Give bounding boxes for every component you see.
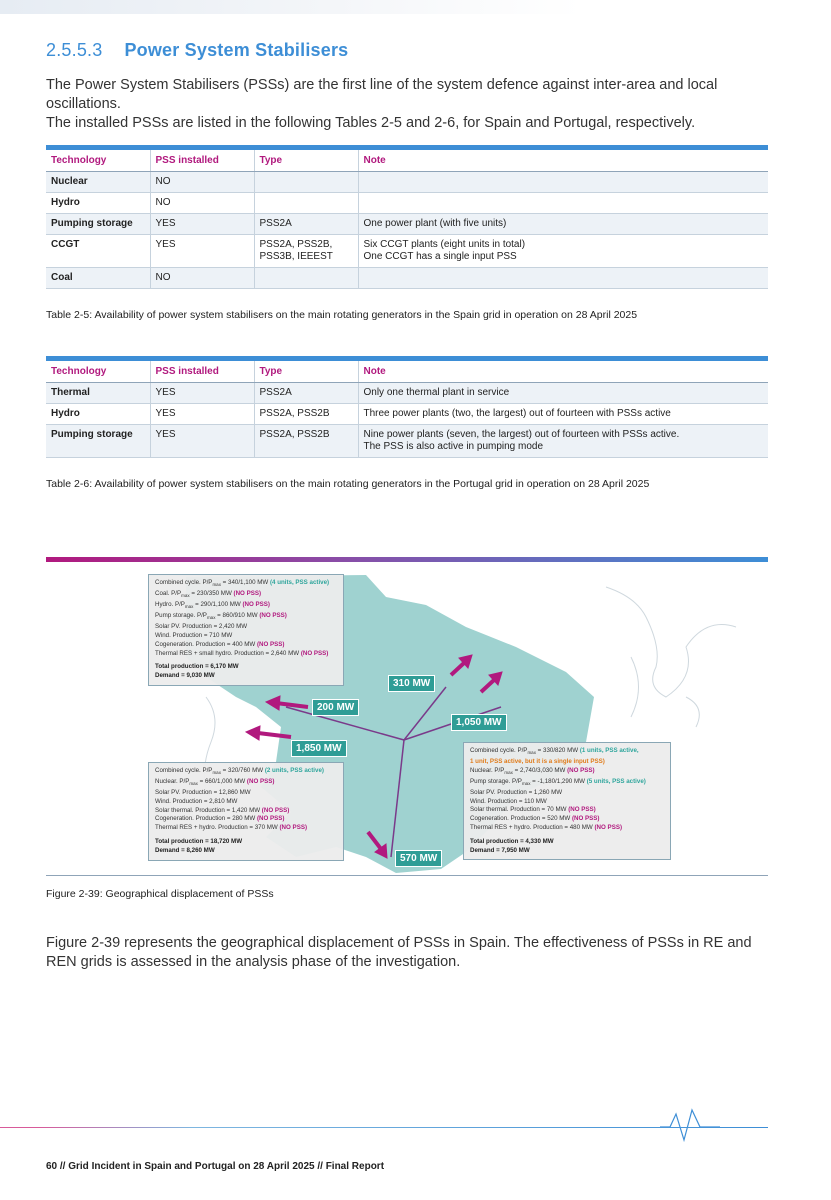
table-header-row bbox=[46, 361, 768, 383]
pss-status-tag: (NO PSS) bbox=[571, 815, 600, 823]
footer-rule bbox=[0, 1127, 768, 1128]
pss-status-tag: (NO PSS) bbox=[567, 766, 595, 774]
pss-status-tag: (2 units, PSS active) bbox=[264, 767, 324, 774]
line-label: Cogeneration. Production = 400 MW bbox=[155, 640, 257, 648]
cell-installed: YES bbox=[150, 404, 254, 425]
line-label: Solar PV. Production = 12,860 MW bbox=[155, 789, 251, 797]
cell-note: Six CCGT plants (eight units in total) One CCGT has a single input PSS bbox=[358, 235, 768, 268]
figure-caption: Figure 2-39: Geographical displacement of PSSs bbox=[46, 888, 274, 900]
pss-status-tag: 1 unit, PSS active, but it is a single input PSS) bbox=[470, 758, 605, 766]
pss-status-tag: (NO PSS) bbox=[256, 815, 285, 823]
line-label: Wind. Production = 110 MW bbox=[470, 797, 547, 805]
total-production: Total production = 18,720 MW bbox=[155, 838, 243, 846]
infobox-line bbox=[155, 601, 337, 612]
line-subscript: max bbox=[212, 770, 221, 776]
line-value: = 660/1,000 MW bbox=[197, 778, 247, 786]
cell-type: PSS2A, PSS2B bbox=[254, 404, 358, 425]
line-label: Hydro. P/P bbox=[155, 601, 185, 609]
line-value: = 290/1,100 MW bbox=[193, 601, 243, 609]
table-row bbox=[46, 268, 768, 289]
pss-table-portugal bbox=[46, 361, 768, 458]
flow-label-200mw: 200 MW bbox=[312, 699, 359, 716]
pss-status-tag: (NO PSS) bbox=[594, 824, 623, 832]
pss-status-tag: (NO PSS) bbox=[246, 778, 275, 786]
header-note: Note bbox=[358, 150, 768, 172]
infobox-line bbox=[470, 747, 664, 758]
infobox-line bbox=[155, 824, 337, 833]
infobox-line bbox=[155, 807, 337, 816]
table-2-6-caption: Table 2-6: Availability of power system stabilisers on the main rotating generators in the Portugal grid in operation on 28 April 2025 bbox=[46, 478, 650, 490]
cell-note bbox=[358, 193, 768, 214]
infobox-line bbox=[470, 758, 664, 767]
pss-status-tag: (NO PSS) bbox=[300, 649, 329, 657]
figure-bottom-rule bbox=[46, 875, 768, 876]
cell-installed: NO bbox=[150, 268, 254, 289]
header-type: Type bbox=[254, 150, 358, 172]
body-paragraph bbox=[46, 934, 776, 972]
infobox-lines bbox=[155, 579, 337, 658]
table-2-5-caption: Table 2-5: Availability of power system stabilisers on the main rotating generators in the Spain grid in operation on 28 April 2025 bbox=[46, 309, 638, 321]
total-production: Total production = 4,330 MW bbox=[470, 837, 554, 845]
intro-paragraph bbox=[46, 76, 776, 133]
infobox-line bbox=[470, 806, 664, 815]
header-technology: Technology bbox=[46, 361, 150, 383]
pss-status-tag: (NO PSS) bbox=[279, 824, 308, 832]
cell-installed: YES bbox=[150, 214, 254, 235]
cell-type: PSS2A, PSS2B, PSS3B, IEEEST bbox=[254, 235, 358, 268]
header-note: Note bbox=[358, 361, 768, 383]
table-row bbox=[46, 404, 768, 425]
demand: Demand = 7,950 MW bbox=[470, 846, 530, 854]
line-subscript: max bbox=[521, 781, 531, 787]
table-row bbox=[46, 383, 768, 404]
line-label: Cogeneration. Production = 280 MW bbox=[155, 815, 257, 823]
section-heading bbox=[46, 40, 348, 61]
line-label: Cogeneration. Production = 520 MW bbox=[470, 815, 572, 823]
pss-table-spain bbox=[46, 150, 768, 289]
demand: Demand = 9,030 MW bbox=[155, 672, 215, 680]
cell-tech: Hydro bbox=[46, 404, 150, 425]
line-value: = 230/350 MW bbox=[189, 590, 234, 598]
infobox-line bbox=[155, 632, 337, 641]
table-row bbox=[46, 214, 768, 235]
line-subscript: max bbox=[527, 750, 536, 756]
footer-title: // Grid Incident in Spain and Portugal on 28 April 2025 // Final Report bbox=[57, 1161, 385, 1172]
infobox-line bbox=[155, 815, 337, 824]
line-label: Solar thermal. Production = 1,420 MW bbox=[155, 806, 262, 814]
pss-status-tag: (NO PSS) bbox=[259, 612, 287, 620]
flow-label-310mw: 310 MW bbox=[388, 675, 435, 692]
cell-note: Nine power plants (seven, the largest) out of fourteen with PSSs active. The PSS is also active in pumping mode bbox=[358, 425, 768, 458]
line-value: = -1,180/1,290 MW bbox=[530, 777, 587, 785]
pss-status-tag: (5 units, PSS active) bbox=[586, 777, 646, 785]
flow-label-570mw: 570 MW bbox=[395, 850, 442, 867]
cell-note: One power plant (with five units) bbox=[358, 214, 768, 235]
footer bbox=[46, 1161, 384, 1172]
section-number: 2.5.5.3 bbox=[46, 40, 103, 60]
line-label: Pump storage. P/P bbox=[155, 612, 207, 620]
line-subscript: max bbox=[181, 593, 190, 599]
intro-line-1: The Power System Stabilisers (PSSs) are the first line of the system defence against inter-area and local oscillations. bbox=[46, 77, 718, 112]
pss-status-tag: (NO PSS) bbox=[233, 590, 262, 598]
infobox-east bbox=[463, 742, 671, 860]
cell-installed: YES bbox=[150, 383, 254, 404]
line-value: = 860/910 MW bbox=[215, 612, 260, 620]
pss-status-tag: (4 units, PSS active) bbox=[269, 579, 330, 586]
infobox-line bbox=[155, 612, 337, 623]
infobox-line bbox=[155, 641, 337, 650]
cell-note: Three power plants (two, the largest) out of fourteen with PSSs active bbox=[358, 404, 768, 425]
table-row bbox=[46, 425, 768, 458]
pss-status-tag: (NO PSS) bbox=[256, 640, 285, 648]
infobox-line bbox=[470, 798, 664, 807]
cell-type bbox=[254, 193, 358, 214]
cell-installed: NO bbox=[150, 193, 254, 214]
line-label: Combined cycle. P/P bbox=[155, 579, 213, 586]
cell-note bbox=[358, 172, 768, 193]
line-value: = 2,740/3,030 MW bbox=[512, 766, 568, 774]
line-subscript: max bbox=[212, 582, 221, 588]
section-title: Power System Stabilisers bbox=[124, 40, 349, 60]
demand: Demand = 8,260 MW bbox=[155, 846, 215, 854]
line-label: Wind. Production = 2,810 MW bbox=[155, 797, 238, 805]
cell-type: PSS2A, PSS2B bbox=[254, 425, 358, 458]
infobox-line bbox=[155, 650, 337, 659]
line-label: Coal. P/P bbox=[155, 590, 182, 598]
flow-label-1850mw: 1,850 MW bbox=[291, 740, 347, 757]
infobox-line bbox=[155, 767, 337, 778]
line-label: Combined cycle. P/P bbox=[470, 747, 528, 754]
infobox-line bbox=[470, 815, 664, 824]
header-pss-installed: PSS installed bbox=[150, 150, 254, 172]
infobox-line bbox=[470, 789, 664, 798]
pss-status-tag: (NO PSS) bbox=[242, 601, 270, 609]
line-subscript: max bbox=[189, 781, 198, 787]
infobox-line bbox=[470, 824, 664, 833]
cell-installed: NO bbox=[150, 172, 254, 193]
infobox-line bbox=[470, 778, 664, 789]
infobox-line bbox=[155, 623, 337, 632]
cell-tech: Pumping storage bbox=[46, 214, 150, 235]
infobox-line bbox=[155, 798, 337, 807]
body-paragraph-text: Figure 2-39 represents the geographical displacement of PSSs in Spain. The effectiveness of PSSs in RE and REN grids is assessed in the analysis phase of the investigation. bbox=[46, 935, 752, 970]
line-label: Thermal RES + hydro. Production = 480 MW bbox=[470, 824, 595, 832]
cell-tech: Hydro bbox=[46, 193, 150, 214]
line-label: Wind. Production = 710 MW bbox=[155, 631, 233, 639]
top-decor-strip bbox=[0, 0, 831, 14]
table-row bbox=[46, 235, 768, 268]
line-label: Thermal RES + small hydro. Production = 2,640 MW bbox=[155, 649, 301, 657]
pss-status-tag: (NO PSS) bbox=[261, 806, 290, 814]
line-subscript: max bbox=[206, 615, 216, 621]
cell-note bbox=[358, 268, 768, 289]
cell-note: Only one thermal plant in service bbox=[358, 383, 768, 404]
line-label: Pump storage. P/P bbox=[470, 777, 522, 785]
line-value: = 340/1,100 MW bbox=[220, 579, 270, 586]
infobox-line bbox=[155, 590, 337, 601]
pss-status-tag: (1 units, PSS active, bbox=[579, 747, 639, 754]
line-label: Nuclear. P/P bbox=[155, 778, 190, 786]
table-row bbox=[46, 193, 768, 214]
cell-tech: Coal bbox=[46, 268, 150, 289]
pss-status-tag: (NO PSS) bbox=[568, 806, 596, 814]
intro-line-2: The installed PSSs are listed in the following Tables 2-5 and 2-6, for Spain and Portugal, respectively. bbox=[46, 115, 696, 131]
cell-type bbox=[254, 268, 358, 289]
cell-type: PSS2A bbox=[254, 214, 358, 235]
figure-pss-map bbox=[46, 557, 768, 875]
cell-type: PSS2A bbox=[254, 383, 358, 404]
infobox-north bbox=[148, 574, 344, 686]
line-subscript: max bbox=[504, 770, 513, 776]
line-label: Thermal RES + hydro. Production = 370 MW bbox=[155, 824, 280, 832]
table-spain bbox=[46, 145, 768, 289]
header-pss-installed: PSS installed bbox=[150, 361, 254, 383]
cell-tech: CCGT bbox=[46, 235, 150, 268]
infobox-line bbox=[470, 767, 664, 778]
table-portugal bbox=[46, 356, 768, 458]
cell-installed: YES bbox=[150, 235, 254, 268]
infobox-lines bbox=[470, 747, 664, 833]
infobox-line bbox=[155, 579, 337, 590]
line-label: Combined cycle. P/P bbox=[155, 767, 213, 774]
header-type: Type bbox=[254, 361, 358, 383]
table-row bbox=[46, 172, 768, 193]
cell-tech: Nuclear bbox=[46, 172, 150, 193]
line-label: Solar thermal. Production = 70 MW bbox=[470, 806, 569, 814]
infobox-south bbox=[148, 762, 344, 861]
line-value: = 320/760 MW bbox=[220, 767, 265, 774]
table-header-row bbox=[46, 150, 768, 172]
cell-tech: Pumping storage bbox=[46, 425, 150, 458]
page-number: 60 bbox=[46, 1161, 58, 1172]
total-production: Total production = 6,170 MW bbox=[155, 663, 239, 671]
cell-installed: YES bbox=[150, 425, 254, 458]
infobox-line bbox=[155, 789, 337, 798]
footer-wave-icon bbox=[660, 1104, 720, 1144]
line-label: Solar PV. Production = 2,420 MW bbox=[155, 623, 248, 631]
line-value: = 330/820 MW bbox=[535, 747, 580, 754]
infobox-line bbox=[155, 778, 337, 789]
cell-tech: Thermal bbox=[46, 383, 150, 404]
infobox-lines bbox=[155, 767, 337, 833]
line-label: Nuclear. P/P bbox=[470, 766, 505, 774]
cell-type bbox=[254, 172, 358, 193]
line-subscript: max bbox=[184, 604, 194, 610]
line-label: Solar PV. Production = 1,260 MW bbox=[470, 788, 563, 796]
header-technology: Technology bbox=[46, 150, 150, 172]
flow-label-1050mw: 1,050 MW bbox=[451, 714, 507, 731]
